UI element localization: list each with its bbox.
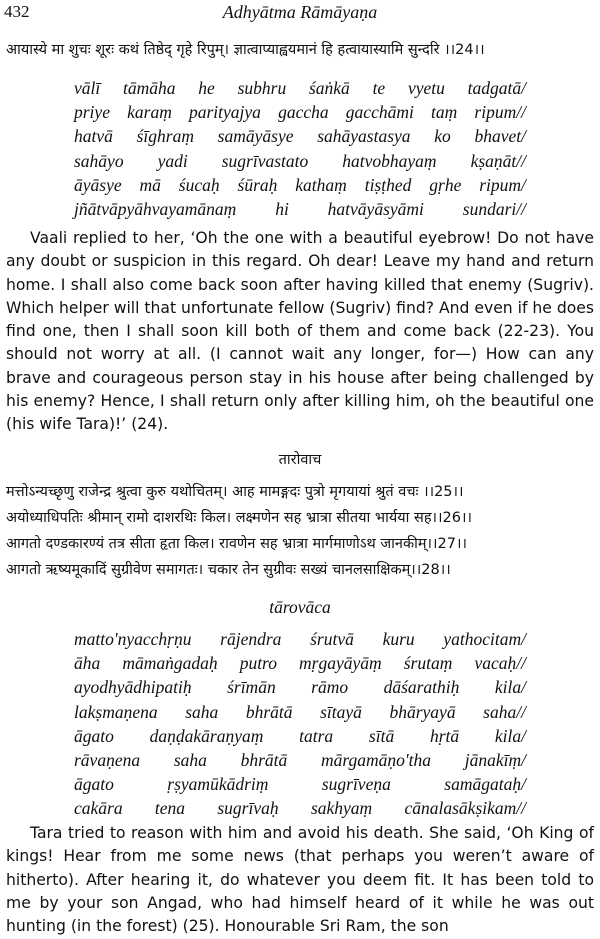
- transliteration-word: vālī: [74, 78, 101, 98]
- transliteration-word: śrutaṃ: [403, 653, 453, 674]
- transliteration-word: saha: [185, 701, 219, 722]
- transliteration-line: [74, 675, 526, 699]
- transliteration-line: [74, 173, 526, 197]
- transliteration-word: cakāra: [74, 798, 123, 819]
- transliteration-word: subhru: [237, 78, 287, 98]
- transliteration-word: dāśarathiḥ: [383, 677, 460, 698]
- transliteration-word: te: [372, 78, 386, 98]
- transliteration-word: mā: [139, 174, 161, 195]
- transliteration-line: [74, 149, 526, 173]
- transliteration-word: gacchāmi: [345, 102, 414, 123]
- transliteration-word: tena: [154, 798, 186, 819]
- transliteration-word: taṃ: [431, 102, 458, 123]
- transliteration-word: ayodhyādhipatiḥ: [74, 677, 192, 698]
- transliteration-word: sugrīvastato: [221, 150, 309, 171]
- transliteration-line: [74, 796, 526, 820]
- verses-25-28-transliteration: [74, 627, 526, 821]
- transliteration-word: hatvāyāsyāmi: [327, 199, 424, 220]
- transliteration-word: śucaḥ: [178, 174, 220, 195]
- transliteration-word: āha: [74, 653, 101, 674]
- transliteration-word: hṛtā: [429, 725, 460, 746]
- transliteration-word: tatra: [299, 725, 334, 746]
- transliteration-word: bhavet/: [474, 126, 526, 147]
- transliteration-line: [74, 76, 526, 100]
- transliteration-word: mārgamāṇo'tha: [320, 750, 432, 771]
- transliteration-word: matto'nyacchṛṇu: [74, 629, 192, 649]
- transliteration-word: yadi: [157, 150, 188, 171]
- transliteration-word: lakṣmaṇena: [74, 701, 158, 722]
- transliteration-word: sugrīvaḥ: [217, 798, 279, 819]
- translation-paragraph-1: Vaali replied to her, ‘Oh the one with a beautiful eyebrow! Do not have any doubt or suspicion in this regard. Oh dear! Leave my hand and return home. I shall also come back soon after having killed that enemy (Sugriv). Which helper will that unfortunate fellow (Sugriv) find? And even if he does find one, then I shall soon kill both of them and come back (22-23). You should not worry at all. (I cannot wait any longer, for—) How can any brave and courageous person stay in his house after being challenged by his enemy? Hence, I shall return only after killing him, oh the beautiful one (his wife Tara)!’ (24).: [6, 229, 595, 434]
- transliteration-word: gṛhe: [429, 174, 462, 195]
- transliteration-word: āgato: [74, 774, 114, 795]
- page-number: 432: [4, 2, 30, 21]
- transliteration-word: bhāryayā: [389, 701, 456, 722]
- transliteration-word: sītayā: [320, 701, 362, 722]
- transliteration-word: vyetu: [407, 78, 445, 98]
- transliteration-word: putro: [239, 653, 277, 674]
- transliteration-word: sundari//: [462, 199, 526, 220]
- transliteration-word: hatvā: [74, 126, 113, 147]
- transliteration-line: [74, 748, 526, 772]
- transliteration-line: [74, 100, 526, 124]
- transliteration-word: hi: [275, 199, 289, 220]
- verse-25-devanagari: मत्तोऽन्यच्छृणु राजेन्द्र श्रुत्वा कुरु यथोचितम्। आह मामङ्गदः पुत्रो मृगयायां श्रुतं वचः ।।25।।: [6, 484, 464, 500]
- transliteration-word: śaṅkā: [308, 78, 350, 98]
- transliteration-word: kila/: [494, 725, 526, 746]
- transliteration-word: śrīmān: [227, 677, 276, 698]
- transliteration-line: [74, 772, 526, 796]
- transliteration-word: sugrīveṇa: [321, 774, 391, 795]
- transliteration-word: priye: [74, 102, 110, 123]
- transliteration-word: jānakīṃ/: [464, 750, 526, 771]
- verse-27-devanagari: आगतो दण्डकारण्यं तत्र सीता हृता किल। रावणेन सह भ्रात्रा मार्गमाणोऽथ जानकीम्।।27।।: [6, 536, 467, 552]
- verse-24-transliteration: [74, 76, 526, 221]
- verse-24-devanagari: आयास्ये मा शुचः शूरः कथं तिष्ठेद् गृहे रिपुम्। ज्ञात्वाप्याह्वयमानं हि हत्वायास्यामि सुन्दरि ।।24।।: [6, 42, 485, 58]
- transliteration-word: māmaṅgadaḥ: [122, 653, 218, 674]
- transliteration-word: ripum//: [474, 102, 526, 123]
- transliteration-word: sahāyo: [74, 150, 124, 171]
- transliteration-word: bhrātā: [240, 750, 288, 771]
- transliteration-word: cānalasākṣikam//: [404, 798, 526, 819]
- transliteration-word: kathaṃ: [295, 174, 347, 195]
- transliteration-word: bhrātā: [245, 701, 293, 722]
- verse-28-devanagari: आगतो ऋष्यमूकादिं सुग्रीवेण समागतः। चकार तेन सुग्रीवः सख्यं चानलसाक्षिकम्।।28।।: [6, 562, 451, 578]
- transliteration-word: śīghraṃ: [136, 126, 194, 147]
- transliteration-line: [74, 124, 526, 148]
- transliteration-word: samāgataḥ/: [444, 774, 526, 795]
- transliteration-word: tadgatā/: [467, 78, 526, 98]
- transliteration-word: kuru: [382, 629, 415, 649]
- transliteration-line: [74, 197, 526, 221]
- transliteration-line: [74, 700, 526, 724]
- transliteration-word: hatvobhayaṃ: [342, 150, 437, 171]
- speaker-heading-devanagari: तारोवाच: [278, 452, 322, 468]
- speaker-heading-transliteration: tārovāca: [269, 597, 331, 617]
- verses-25-28-devanagari: [6, 479, 598, 583]
- transliteration-word: ṛṣyamūkādriṃ: [167, 774, 269, 795]
- verse-26-devanagari: अयोध्याधिपतिः श्रीमान् रामो दाशरथिः किल। लक्ष्मणेन सह भ्रात्रा सीतया भार्यया सह।।26।।: [6, 510, 472, 526]
- transliteration-word: śūraḥ: [237, 174, 278, 195]
- transliteration-word: jñātvāpyāhvayamānaṃ: [74, 199, 237, 220]
- transliteration-word: ripum/: [479, 174, 526, 195]
- transliteration-word: kila/: [494, 677, 526, 698]
- transliteration-word: tiṣṭhed: [364, 174, 412, 195]
- transliteration-word: kṣaṇāt//: [470, 150, 526, 171]
- transliteration-word: rāvaṇena: [74, 750, 141, 771]
- transliteration-word: rājendra: [220, 629, 282, 649]
- translation-paragraph-2: Tara tried to reason with him and avoid his death. She said, ‘Oh King of kings! Hear from me some news (that perhaps you weren’t aware of hitherto). After hearing it, do whatever you deem fit. It has been told to me by your son Angad, who had himself heard of it while he was out hunting (in the forest) (25). Honourable Sri Ram, the son: [6, 824, 594, 936]
- transliteration-word: sītā: [368, 725, 395, 746]
- transliteration-word: āgato: [74, 725, 114, 746]
- transliteration-word: he: [198, 78, 215, 98]
- transliteration-word: rāmo: [311, 677, 349, 698]
- transliteration-word: yathocitam/: [443, 629, 526, 649]
- transliteration-word: saha: [173, 750, 207, 771]
- transliteration-word: vacaḥ//: [474, 653, 526, 674]
- transliteration-line: [74, 627, 526, 651]
- page-header: [4, 2, 596, 24]
- transliteration-word: sahāyastasya: [317, 126, 411, 147]
- transliteration-word: mṛgayāyāṃ: [299, 653, 382, 674]
- transliteration-word: daṇḍakāraṇyaṃ: [149, 725, 264, 746]
- transliteration-word: samāyāsye: [217, 126, 294, 147]
- transliteration-word: parityajya: [189, 102, 261, 123]
- transliteration-word: tāmāha: [123, 78, 176, 98]
- transliteration-line: [74, 651, 526, 675]
- transliteration-word: saha//: [483, 701, 526, 722]
- transliteration-line: [74, 724, 526, 748]
- transliteration-word: gaccha: [278, 102, 329, 123]
- transliteration-word: āyāsye: [74, 174, 122, 195]
- transliteration-word: śrutvā: [310, 629, 354, 649]
- transliteration-word: sakhyaṃ: [310, 798, 373, 819]
- running-title: Adhyātma Rāmāyaṇa: [222, 2, 378, 22]
- transliteration-word: karaṃ: [127, 102, 172, 123]
- transliteration-word: ko: [434, 126, 451, 147]
